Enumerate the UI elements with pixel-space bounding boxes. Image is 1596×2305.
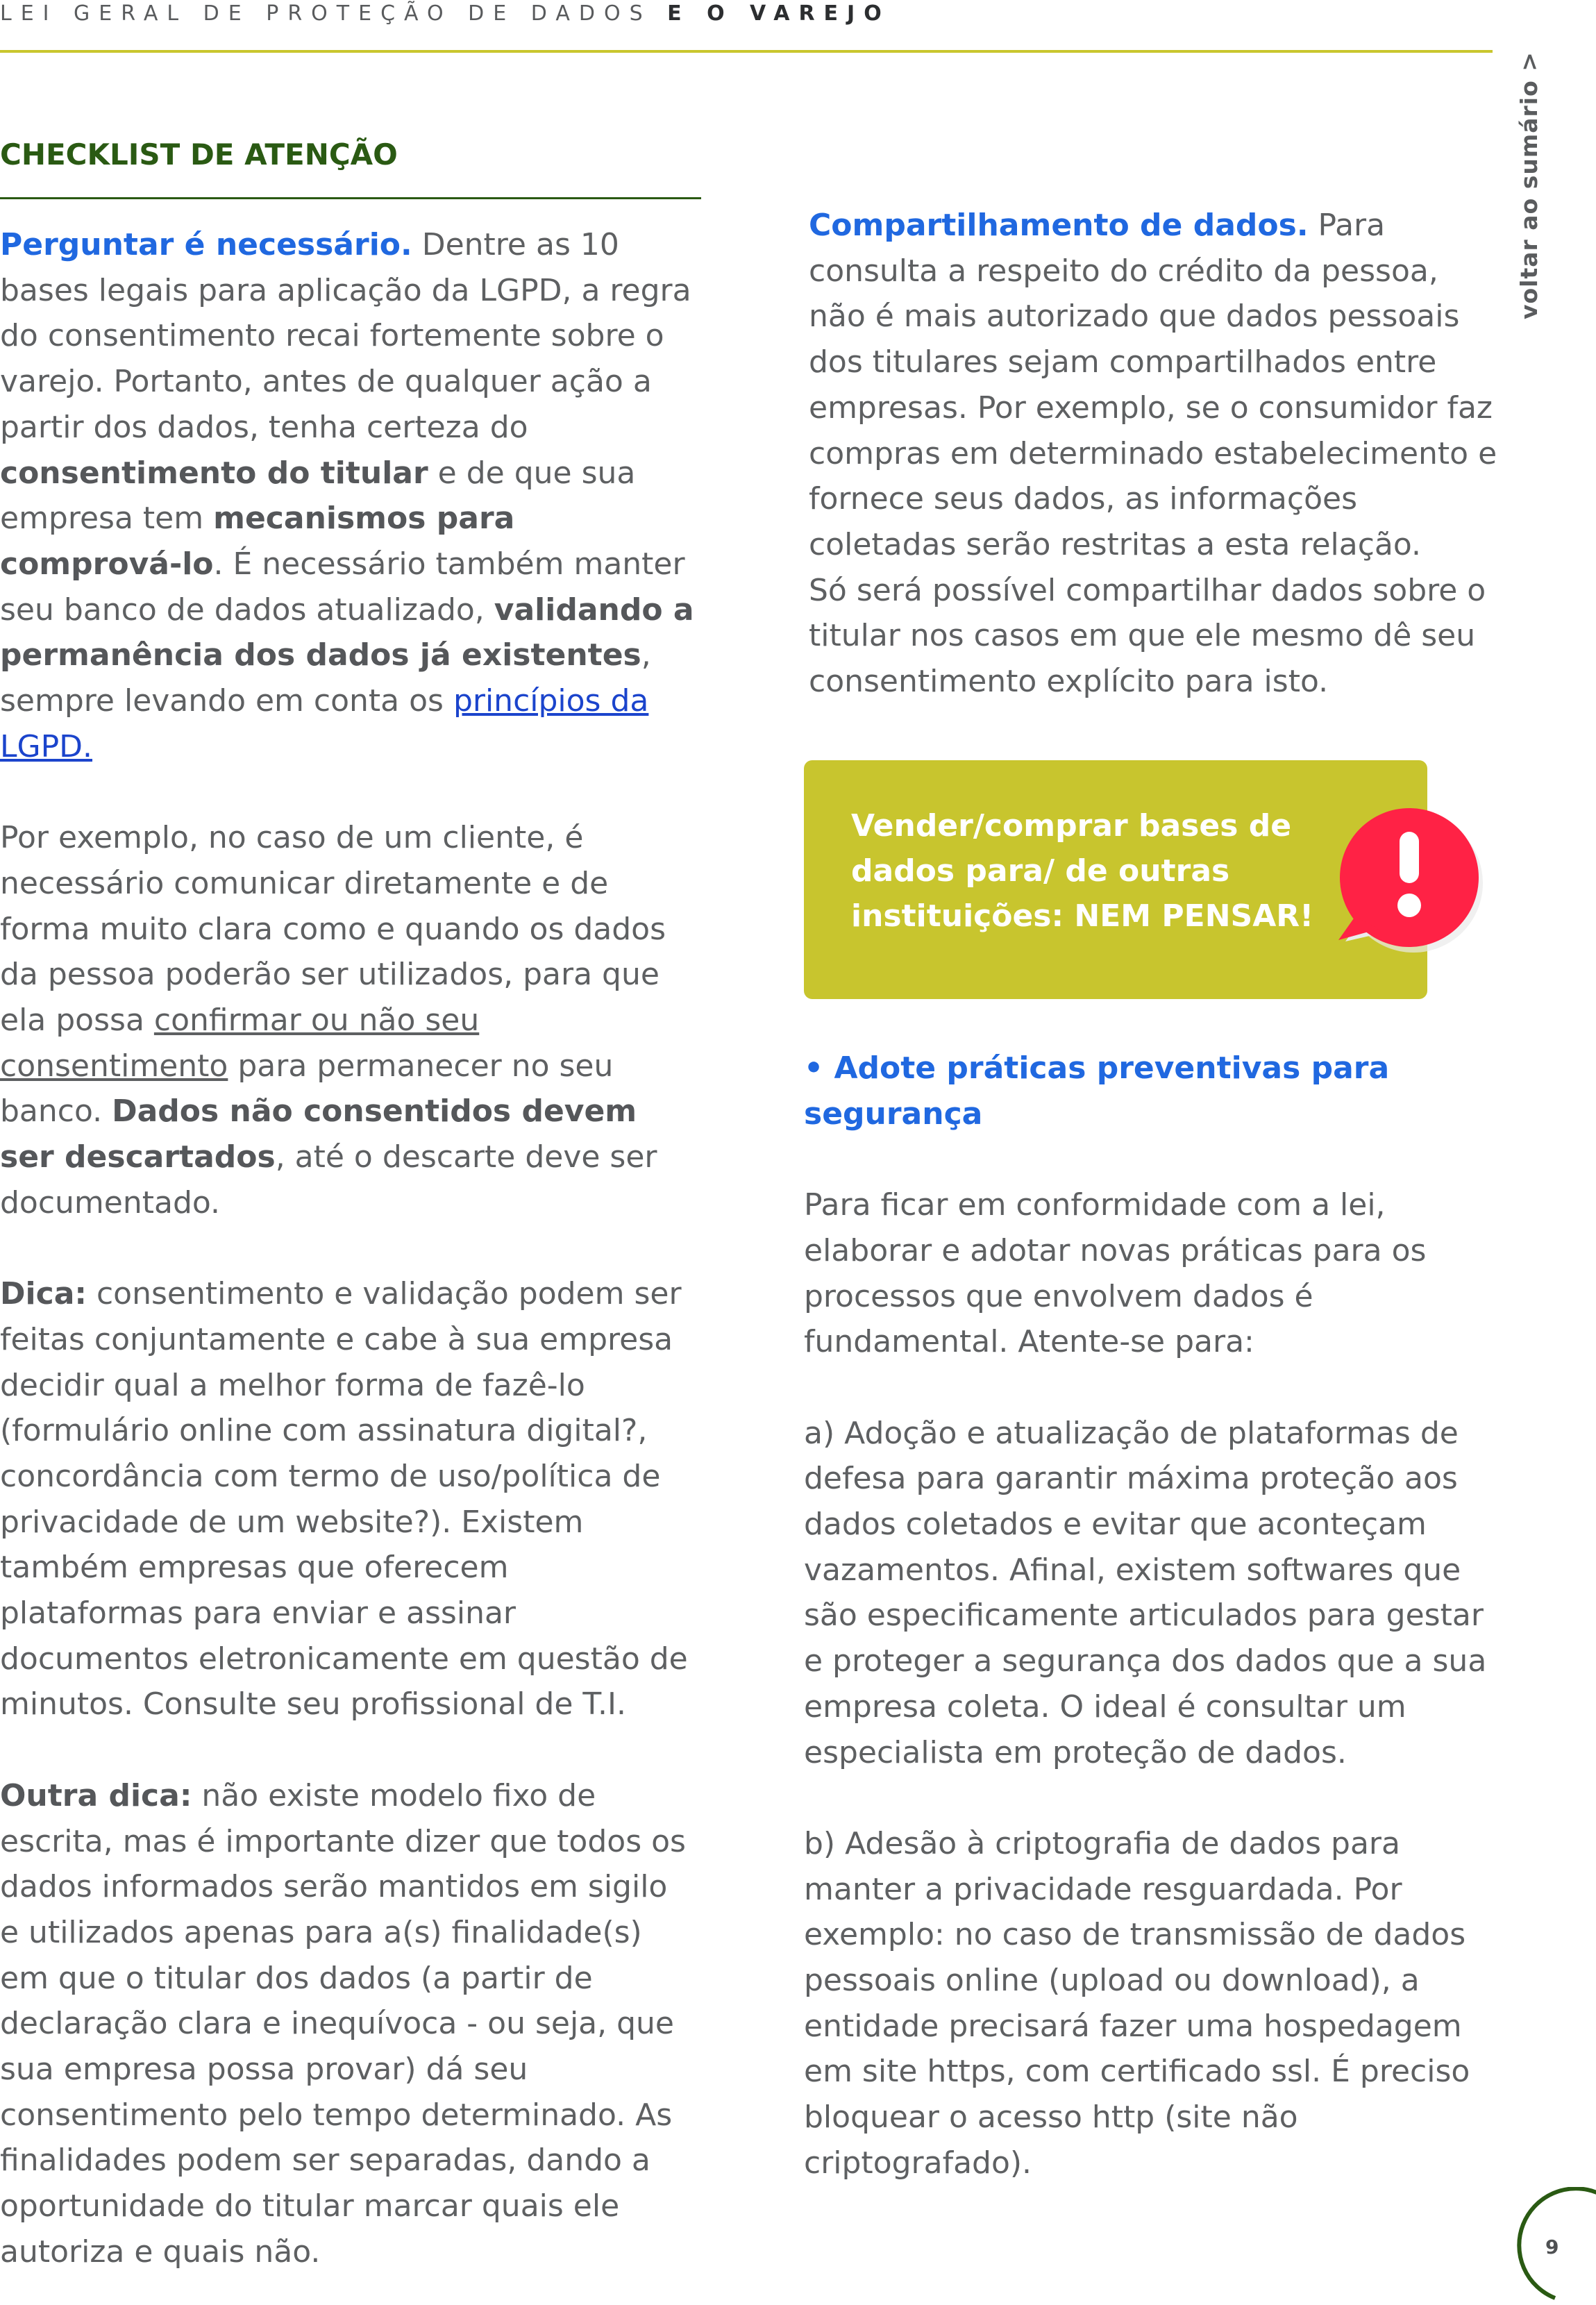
header-prefix: LEI GERAL DE PROTEÇÃO DE DADOS xyxy=(0,1,652,26)
lead-sharing: Compartilhamento de dados. xyxy=(809,208,1309,243)
paragraph-consent: Perguntar é necessário. Dentre as 10 bases legais para aplicação da LGPD, a regra do consentimento recai fortemente sobre o varejo. Portanto, antes de qualquer ação a partir dos dados, tenha certeza do consentimento do titular e de que sua empresa tem mecanismos para comprová-lo. É necessário também manter seu banco de dados atualizado, validando a permanência dos dados já existentes, sempre levando em conta os princípios da LGPD. xyxy=(0,227,694,764)
paragraph-item-b: b) Adesão à criptografia de dados para manter a privacidade resguardada. Por exemplo: no caso de transmissão de dados pessoais online (upload ou download), a entidade precisará fazer uma hospedagem em site https, com certificado ssl. É preciso bloquear o acesso http (site não criptografado). xyxy=(804,1825,1470,2181)
warning-callout xyxy=(804,760,1427,999)
bullet-heading: • Adote práticas preventivas para segurança xyxy=(804,1050,1390,1132)
title-rule xyxy=(0,197,701,199)
header-rule xyxy=(0,50,1493,53)
callout-text: Vender/comprar bases de dados para/ de outras instituições: NEM PENSAR! xyxy=(851,808,1314,934)
back-to-summary-link[interactable]: voltar ao sumário > xyxy=(1515,51,1543,319)
paragraph-item-a: a) Adoção e atualização de plataformas de defesa para garantir máxima proteção aos dados coletados e evitar que aconteçam vazamentos. Afinal, existem softwares que são especificamente articulados para gestar e proteger a segurança dos dados que a sua empresa coleta. O ideal é consultar um especialista em proteção de dados. xyxy=(804,1415,1487,1770)
paragraph-another-tip: Outra dica: não existe modelo fixo de escrita, mas é importante dizer que todos os dados informados serão mantidos em sigilo e utilizados apenas para a(s) finalidade(s) em que o titular dos dados (a partir de declaração clara e inequívoca - ou seja, que sua empresa possa provar) dá seu consentimento pelo tempo determinado. As finalidades podem ser separadas, dando a oportunidade do titular marcar quais ele autoriza e quais não. xyxy=(0,1777,686,2270)
paragraph-compliance: Para ficar em conformidade com a lei, elaborar e adotar novas práticas para os processos que envolvem dados é fundamental. Atente-se para: xyxy=(804,1187,1427,1360)
right-column-top xyxy=(809,203,1503,705)
section-title: CHECKLIST DE ATENÇÃO xyxy=(0,137,398,171)
paragraph-example: Por exemplo, no caso de um cliente, é necessário comunicar diretamente e de forma muito clara como e quando os dados da pessoa poderão ser utilizados, para que ela possa confirmar ou não seu consentimento para permanecer no seu banco. Dados não consentidos devem ser descartados, até o descarte deve ser documentado. xyxy=(0,820,666,1221)
paragraph-sharing-consent: Só será possível compartilhar dados sobre o titular nos casos em que ele mesmo dê seu consentimento explícito para isto. xyxy=(809,572,1486,700)
paragraph-sharing: Compartilhamento de dados. Para consulta a respeito do crédito da pessoa, não é mais autorizado que dados pessoais dos titulares sejam compartilhados entre empresas. Por exemplo, se o consumidor faz compras em determinado estabelecimento e fornece seus dados, as informações coletadas serão restritas a esta relação. xyxy=(809,208,1497,562)
lgpd-principles-link[interactable]: princípios da LGPD. xyxy=(0,683,649,764)
exclamation-alert-icon xyxy=(1338,804,1484,957)
right-column-bottom xyxy=(804,1046,1505,2186)
page-number: 9 xyxy=(1545,2236,1559,2258)
paragraph-tip: Dica: consentimento e validação podem ser feitas conjuntamente e cabe à sua empresa decidir qual a melhor forma de fazê-lo (formulário online com assinatura digital?, concordância com termo de uso/política de privacidade de um website?). Existem também empresas que oferecem plataformas para enviar e assinar documentos eletronicamente em questão de minutos. Consulte seu profissional de T.I. xyxy=(0,1276,688,1723)
lead-consent: Perguntar é necessário. xyxy=(0,227,412,262)
header-suffix: E O VAREJO xyxy=(667,1,891,26)
left-column xyxy=(0,222,694,2275)
running-header xyxy=(0,1,891,26)
